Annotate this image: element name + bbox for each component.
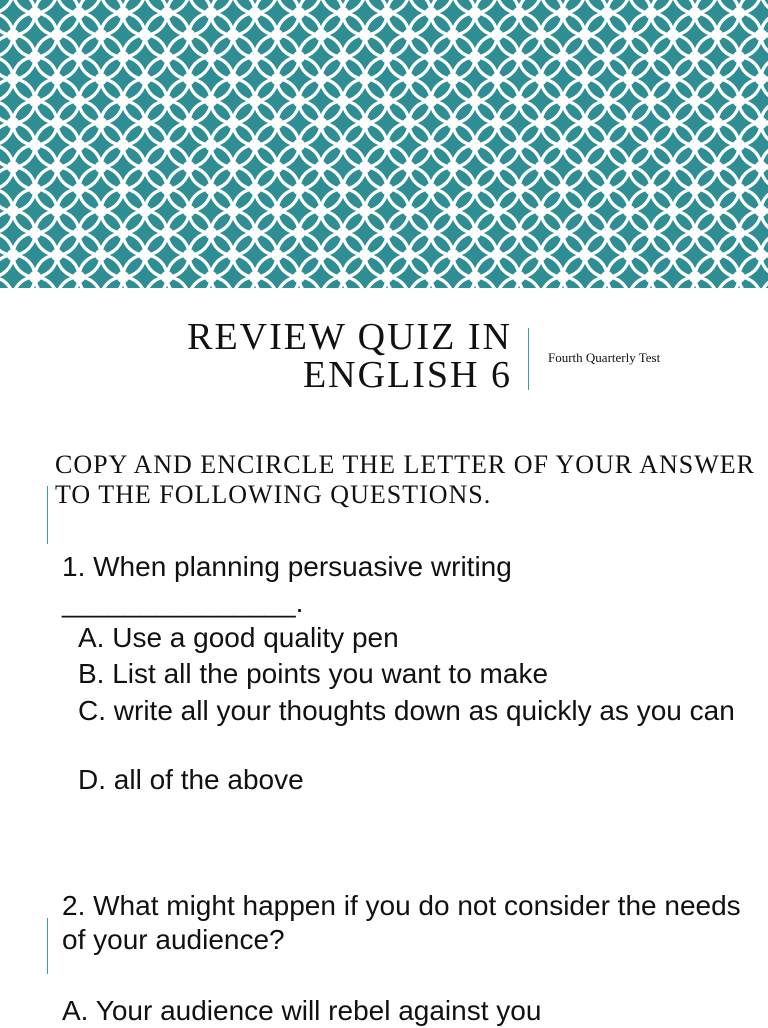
instruction-heading: COPY AND ENCIRCLE THE LETTER OF YOUR ANSWER TO THE FOLLOWING QUESTIONS.	[55, 450, 755, 509]
decorative-banner	[0, 0, 768, 288]
option-a: A. Use a good quality pen	[78, 622, 399, 653]
title-divider	[528, 328, 529, 390]
title-line-2: ENGLISH 6	[302, 354, 512, 396]
title-slide	[0, 288, 768, 400]
accent-bar	[47, 486, 48, 544]
question-2-text: 2. What might happen if you do not consider the needs of your audience?	[62, 890, 741, 955]
slide-title	[52, 318, 512, 394]
question-1-text: 1. When planning persuasive writing	[62, 551, 512, 582]
title-line-1: REVIEW QUIZ IN	[187, 316, 512, 358]
question-slide-2	[0, 820, 768, 1024]
banner-pattern	[0, 0, 768, 288]
answer-blank: _______________.	[62, 587, 304, 618]
option-b: B. List all the points you want to make	[78, 658, 549, 689]
question-slide-1	[0, 400, 768, 820]
option-a: A. Your audience will rebel against you	[62, 995, 542, 1026]
option-c: C. write all your thoughts down as quickly as you can	[78, 695, 735, 726]
slide-subtitle: Fourth Quarterly Test	[548, 350, 661, 365]
accent-bar	[47, 918, 48, 974]
option-d: D. all of the above	[78, 764, 304, 795]
